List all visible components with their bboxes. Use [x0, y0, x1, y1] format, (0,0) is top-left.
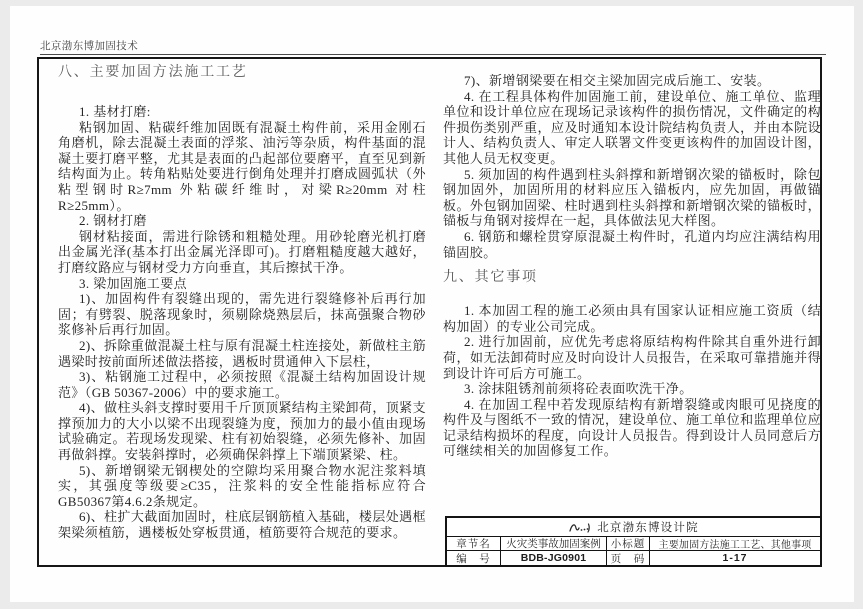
right-column	[443, 73, 821, 459]
number-value: BDB-JG0901	[500, 551, 606, 565]
paragraph: 4)、做柱头斜支撑时要用千斤顶顶紧结构主梁卸荷，顶紧支撑预加力的大小以梁不出现裂缝为度，预加力的最小值由现场试验确定。若现场发现梁、柱有初始裂缝，必须先修补、加固再做斜撑。安装斜撑时，必须确保斜撑上下端顶紧梁、柱。	[58, 400, 426, 463]
paragraph: 3. 涂抹阻锈剂前须将砼表面吹洗干净。	[464, 381, 693, 397]
left-column	[58, 64, 426, 541]
paragraph: 钢材粘接面，需进行除锈和粗糙处理。用砂轮磨光机打磨出金属光泽(基本打出金属光泽即可)。打磨粗糙度越大越好，打磨纹路应与钢材受力方向垂直，其后擦拭干净。	[58, 228, 426, 275]
paragraph: 5)、新增钢梁无钢楔处的空隙均采用聚合物水泥注浆料填实，其强度等级要≥C35，注浆料的安全性能指标应符合GB50367第4.6.2条规定。	[58, 462, 426, 509]
subtitle-label: 小标题	[606, 537, 649, 551]
paragraph: 3. 梁加固施工要点	[79, 275, 188, 291]
paper-page	[10, 6, 854, 602]
title-block-company-row	[447, 518, 820, 537]
company-name: 北京渤东博设计院	[597, 522, 699, 534]
paragraph: 2)、拆除重做混凝土柱与原有混凝土柱连接处，新做柱主筋遇梁时按前面所述做法搭接，遇板时贯通伸入下层柱，	[58, 337, 426, 369]
paragraph: 6. 钢筋和螺栓贯穿原混凝土构件时，孔道内均应注满结构用锚固胶。	[443, 228, 821, 260]
page-value: 1-17	[649, 551, 820, 565]
section-9-title: 九、其它事项	[443, 270, 538, 286]
paragraph: 7)、新增钢梁要在相交主梁加固完成后施工、安装。	[464, 73, 771, 88]
paragraph: 6)、柱扩大截面加固时，柱底层钢筋植入基础，楼层处遇框架梁须植筋，遇楼板处穿板贯通，植筋要符合规范的要求。	[58, 509, 426, 541]
paragraph: 1)、加固构件有裂缝出现的，需先进行裂缝修补后再行加固；有劈裂、脱落现象时，须剔除烧熟层后，抹高强聚合物砂浆修补后再行加固。	[58, 291, 426, 338]
company-logo-icon	[568, 521, 592, 534]
paragraph: 4. 在加固工程中若发现原结构有新增裂缝或肉眼可见挠度的构件及与图纸不一致的情况，建设单位、施工单位和监理单位应记录结构损坏的程度，向设计人员报告。得到设计人员同意后方可继续相关的加固修复工作。	[443, 396, 821, 459]
paragraph: 1. 基材打磨:	[79, 104, 151, 119]
number-label: 编 号	[456, 552, 491, 565]
chapter-label: 章节名	[447, 537, 500, 551]
paragraph: 5. 须加固的构件遇到柱头斜撑和新增钢次梁的锚板时，除包钢加固外，加固所用的材料应压入锚板内，应先加固，再做锚板。外包钢加固梁、柱时遇到柱头斜撑和新增钢次梁的锚板时，锚板与角钢对接焊在一起，具体做法见大样图。	[443, 166, 821, 229]
paragraph: 粘钢加固、粘碳纤维加固既有混凝土构件前，采用金刚石角磨机，除去混凝土表面的浮浆、油污等杂质，构件基面的混凝土要打磨平整，尤其是表面的凸起部位要磨平，直至见到新结构面为止。转角粘贴处要进行倒角处理并打磨成圆弧状（外粘型钢时R≥7mm 外粘碳纤维时，对梁R≥20mm 对柱R≥25mm）。	[58, 119, 426, 213]
document-header-title: 北京渤东博加固技术	[40, 41, 139, 52]
subtitle-value: 主要加固方法施工工艺、其他事项	[649, 537, 820, 551]
chapter-value: 火灾类事故加固案例	[500, 537, 606, 551]
section-8-title: 八、主要加固方法施工工艺	[58, 65, 248, 80]
title-block-table	[445, 516, 822, 567]
page-label: 页 码	[606, 551, 649, 565]
paragraph: 3)、粘钢施工过程中，必须按照《混凝土结构加固设计规范》（GB 50367-2006）中的要求施工。	[58, 369, 426, 400]
paragraph: 4. 在工程具体构件加固施工前，建设单位、施工单位、监理单位和设计单位应在现场记录该构件的损伤情况，文件确定的构件损伤类别严重，应及时通知本设计院结构负责人，并由本院设计人、结构负责人、审定人联署文件变更该构件的加固设计图，其他人员无权变更。	[443, 88, 821, 166]
paragraph: 2. 钢材打磨	[79, 213, 147, 229]
header-underline	[40, 54, 826, 55]
paragraph: 1. 本加固工程的施工必须由具有国家认证相应施工资质（结构加固）的专业公司完成。	[443, 303, 821, 334]
content-border-box	[37, 57, 822, 567]
paragraph: 2. 进行加固前，应优先考虑将原结构构件除其自重外进行卸荷，如无法卸荷时应及时向设计人员报告，在采取可靠措施并得到设计许可后方可施工。	[443, 334, 821, 381]
